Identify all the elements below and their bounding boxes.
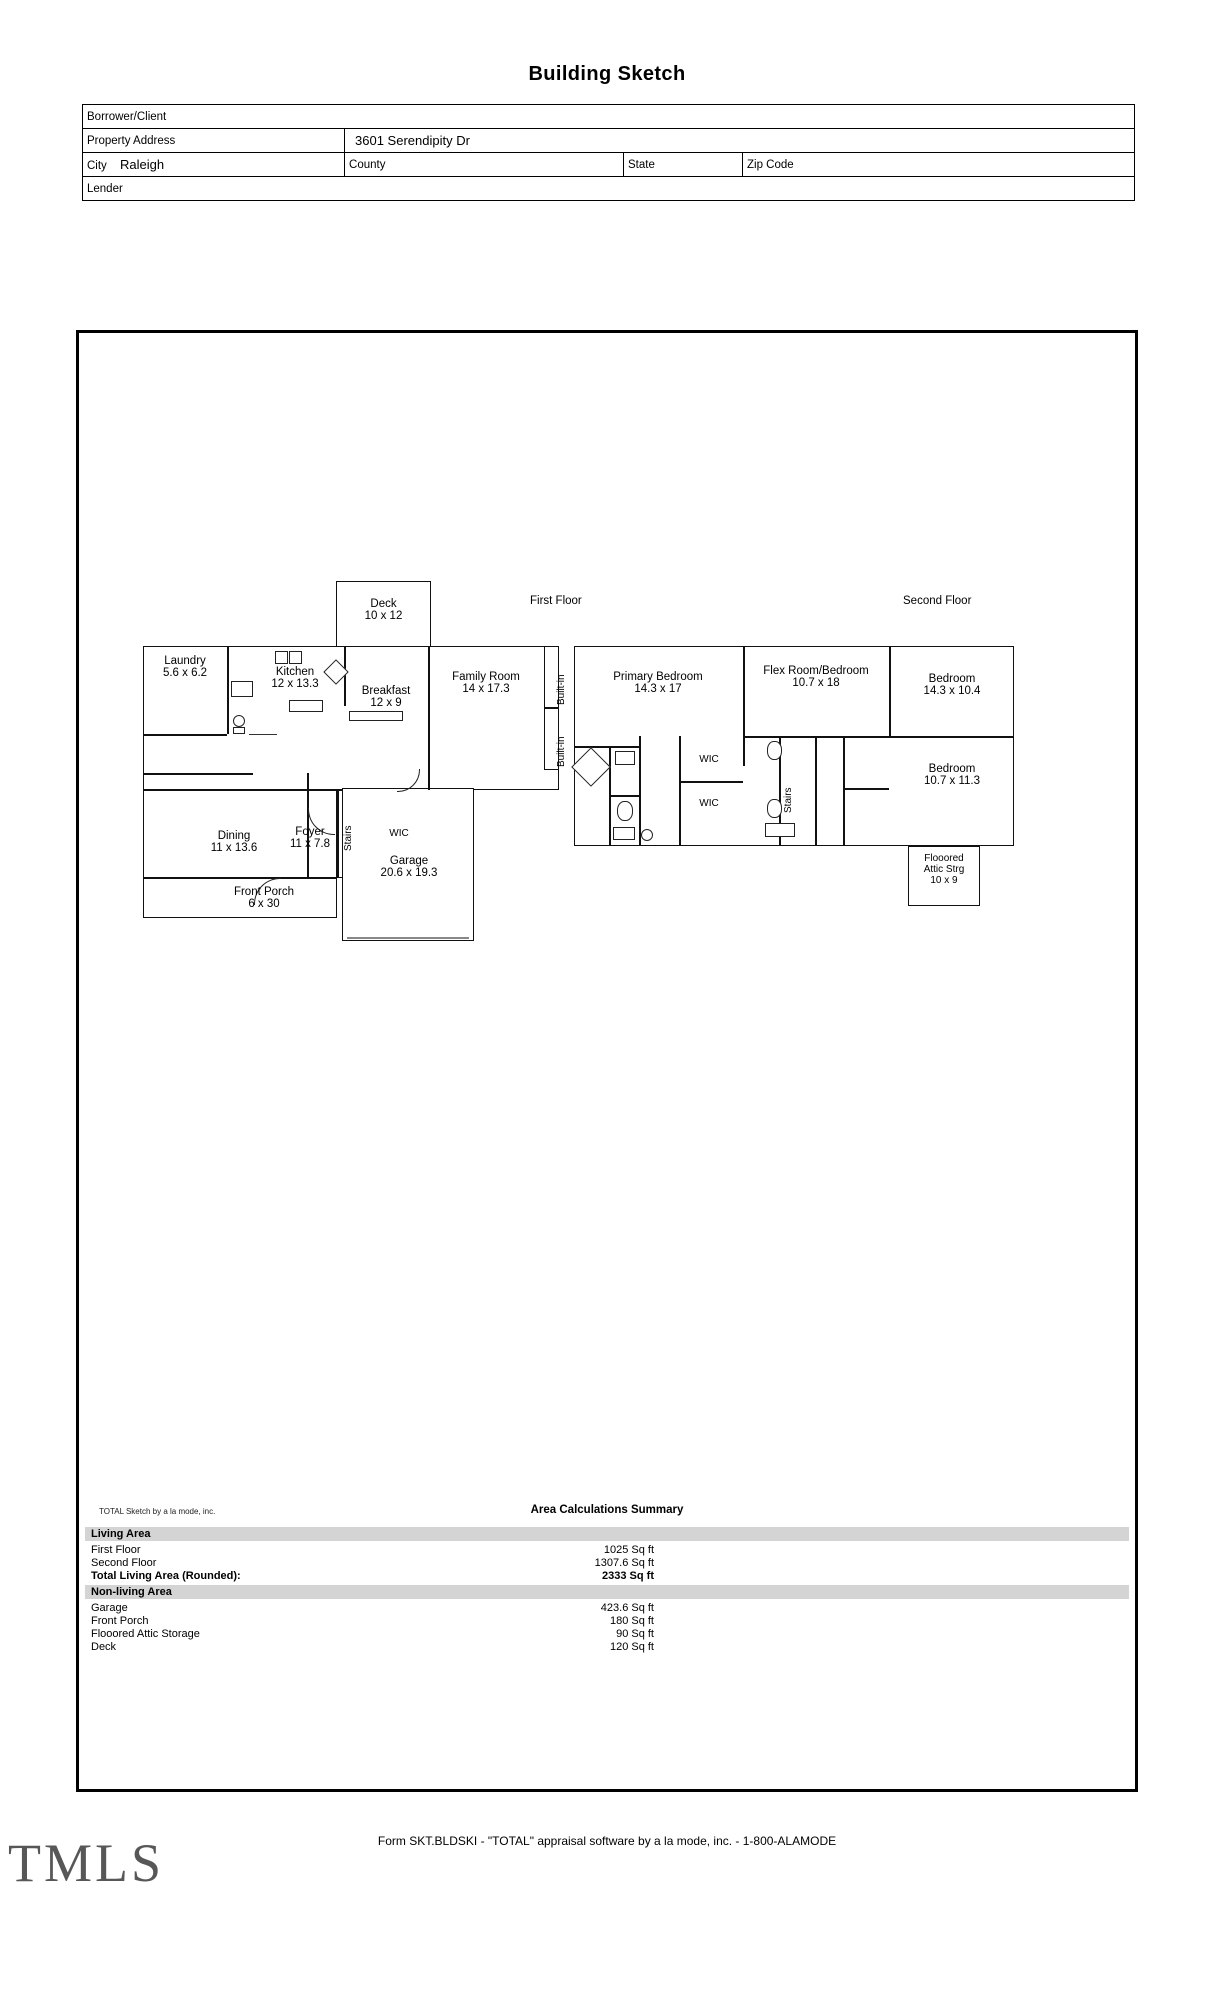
- nonliving-row-3-label: Deck: [91, 1641, 117, 1653]
- room-dining-dims: 11 x 13.6: [210, 842, 258, 854]
- tub-primary-icon: [613, 827, 635, 840]
- sketch-credit: TOTAL Sketch by a la mode, inc.: [99, 1507, 216, 1516]
- first-floor-label: First Floor: [530, 595, 582, 607]
- room-deck-name: Deck: [370, 598, 397, 610]
- stairs-first-label: Stairs: [343, 825, 354, 851]
- state-label: State: [628, 158, 655, 171]
- wic-second-upper-label: WIC: [699, 754, 719, 765]
- city-label: [83, 153, 345, 177]
- room-attic-name2: Attic Strg: [923, 864, 965, 875]
- laundry-counter-icon: [233, 727, 245, 734]
- room-flex-name: Flex Room/Bedroom: [763, 665, 869, 677]
- building-sketch-frame: [76, 330, 1138, 1792]
- wall-bath2-split: [843, 788, 889, 790]
- county-cell: [345, 153, 624, 177]
- city-label-text: City: [87, 160, 107, 172]
- wall-bedroom-split: [889, 736, 1014, 738]
- room-dining-name: Dining: [217, 830, 251, 842]
- room-kitchen-name: Kitchen: [275, 666, 315, 678]
- room-front-porch-dims: 6 x 30: [248, 898, 280, 910]
- area-calculations-heading: Area Calculations Summary: [530, 1504, 684, 1516]
- table-row-city: [83, 153, 1135, 177]
- sink-round-icon: [641, 829, 653, 841]
- room-family-dims: 14 x 17.3: [462, 683, 510, 695]
- room-attic-dims: 10 x 9: [930, 875, 958, 886]
- room-laundry-dims: 5.6 x 6.2: [162, 667, 208, 679]
- lender-label: Lender: [83, 177, 1135, 201]
- wall-dining-top: [143, 773, 253, 775]
- wall-breakfast-family: [428, 646, 430, 790]
- room-bedroom3-dims: 10.7 x 11.3: [923, 775, 981, 787]
- wall-wic-divider: [679, 781, 743, 783]
- watermark-logo: TMLS: [8, 1833, 165, 1893]
- room-flex-dims: 10.7 x 18: [792, 677, 840, 689]
- living-row-0-label: First Floor: [91, 1544, 141, 1556]
- address-label: Property Address: [83, 129, 345, 153]
- room-primary-name: Primary Bedroom: [613, 671, 703, 683]
- room-laundry-name: Laundry: [164, 655, 206, 667]
- wall-primary-flex: [743, 646, 745, 766]
- wall-bath-split: [609, 795, 639, 797]
- room-family-name: Family Room: [452, 671, 520, 683]
- second-floor-label: Second Floor: [903, 595, 972, 607]
- living-row-1-value: 1307.6 Sq ft: [594, 1557, 654, 1569]
- wall-stairs-second-right: [815, 736, 817, 846]
- wic-first-label: WIC: [389, 828, 409, 839]
- nonliving-row-3-value: 120 Sq ft: [609, 1641, 654, 1653]
- table-row-lender: [83, 177, 1135, 201]
- living-area-band: Living Area: [85, 1527, 1129, 1541]
- living-row-2-value: 2333 Sq ft: [602, 1570, 654, 1582]
- table-row-address: [83, 129, 1135, 153]
- room-bedroom3-name: Bedroom: [928, 763, 976, 775]
- room-foyer-name: Foyer: [295, 826, 325, 838]
- zip-cell: [743, 153, 1135, 177]
- room-bedroom2-name: Bedroom: [928, 673, 976, 685]
- breakfast-counter-icon: [349, 711, 403, 721]
- room-front-porch-name: Front Porch: [233, 886, 295, 898]
- room-garage-name: Garage: [389, 855, 429, 867]
- living-row-1-label: Second Floor: [91, 1557, 157, 1569]
- county-label: County: [349, 158, 386, 171]
- room-garage-dims: 20.6 x 19.3: [380, 867, 438, 879]
- nonliving-row-2-label: Flooored Attic Storage: [91, 1628, 200, 1640]
- laundry-washer-icon: [231, 681, 253, 697]
- room-deck-dims: 10 x 12: [364, 610, 403, 622]
- wall-laundry-bottom: [143, 734, 227, 736]
- nonliving-row-2-value: 90 Sq ft: [616, 1628, 654, 1640]
- toilet-bath2-icon: [767, 799, 782, 818]
- wall-bath2-left: [843, 736, 845, 846]
- room-primary-dims: 14.3 x 17: [634, 683, 682, 695]
- borrower-label: Borrower/Client: [83, 105, 1135, 129]
- nonliving-row-1-label: Front Porch: [91, 1615, 149, 1627]
- wall-laundry-kitchen: [227, 646, 229, 734]
- room-bedroom2-dims: 14.3 x 10.4: [923, 685, 981, 697]
- nonliving-row-0-value: 423.6 Sq ft: [600, 1602, 654, 1614]
- kitchen-counter-icon: [289, 700, 323, 712]
- form-footer: Form SKT.BLDSKI - "TOTAL" appraisal software by a la mode, inc. - 1-800-ALAMODE: [377, 1834, 837, 1848]
- wic-second-lower-label: WIC: [699, 798, 719, 809]
- wall-bath-right: [639, 736, 641, 846]
- living-row-2-label: Total Living Area (Rounded):: [91, 1570, 241, 1582]
- builtin-lower-label: Built-in: [556, 736, 567, 767]
- zip-label: Zip Code: [747, 158, 794, 171]
- garage-door: [347, 937, 469, 939]
- laundry-door: [249, 734, 277, 735]
- table-row-borrower: [83, 105, 1135, 129]
- wall-primary-bath: [574, 746, 639, 748]
- floor-plan-drawing: [79, 333, 1135, 1516]
- address-value: 3601 Serendipity Dr: [345, 129, 1135, 153]
- state-cell: [624, 153, 743, 177]
- nonliving-row-1-value: 180 Sq ft: [609, 1615, 654, 1627]
- vanity-primary-icon: [615, 751, 635, 765]
- stairs-second-label: Stairs: [783, 787, 794, 813]
- room-kitchen-dims: 12 x 13.3: [271, 678, 319, 690]
- builtin-upper-label: Built-in: [556, 674, 567, 705]
- room-foyer-dims: 11 x 7.8: [289, 838, 331, 850]
- nonliving-row-0-label: Garage: [91, 1602, 128, 1614]
- toilet-hall-icon: [767, 741, 782, 760]
- living-row-0-value: 1025 Sq ft: [603, 1544, 654, 1556]
- room-breakfast-name: Breakfast: [361, 685, 411, 697]
- city-value: Raleigh: [120, 157, 165, 172]
- laundry-sink-icon: [233, 715, 245, 727]
- toilet-primary-icon: [617, 801, 633, 821]
- cooktop-icon: [275, 651, 288, 664]
- nonliving-area-band: Non-living Area: [85, 1585, 1129, 1599]
- oven-icon: [289, 651, 302, 664]
- property-info-table: [82, 104, 1135, 201]
- room-attic-name: Flooored: [924, 853, 964, 864]
- room-breakfast-dims: 12 x 9: [370, 697, 402, 709]
- wall-wic-left: [679, 736, 681, 846]
- tub-bath2-icon: [765, 823, 795, 837]
- page-title: Building Sketch: [528, 63, 686, 85]
